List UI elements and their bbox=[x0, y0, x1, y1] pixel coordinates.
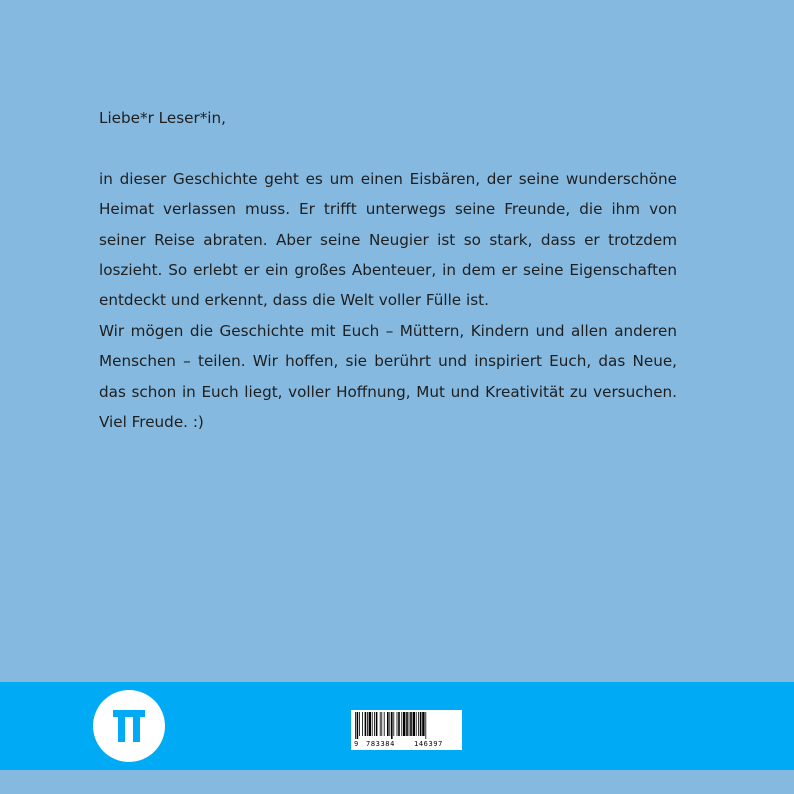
barcode-bar bbox=[403, 712, 405, 736]
barcode-bar bbox=[374, 712, 375, 736]
isbn-barcode-icon bbox=[351, 710, 462, 750]
greeting: Liebe*r Leser*in, bbox=[99, 109, 226, 127]
barcode-bar bbox=[391, 712, 393, 739]
barcode-lead-digit: 9 bbox=[354, 740, 359, 748]
barcode-bar bbox=[369, 712, 371, 736]
barcode-bar bbox=[380, 712, 381, 736]
barcode-bar bbox=[362, 712, 363, 736]
barcode-bar bbox=[393, 712, 394, 736]
barcode-bar bbox=[425, 712, 426, 739]
barcode-bar bbox=[416, 712, 417, 736]
barcode-bar bbox=[372, 712, 373, 736]
back-cover-text bbox=[99, 103, 677, 437]
paragraph-story: in dieser Geschichte geht es um einen Eisbären, der seine wunderschöne Heimat verlassen muss. Er trifft unterwegs seine Freunde, die ihm von seiner Reise abraten. Aber seine Neugier ist so stark, dass er trotzdem loszieht. So erlebt er ein großes Abenteuer, in dem er seine Eigenschaften entdeckt und erkennt, dass die Welt voller Fülle ist. bbox=[99, 169, 677, 310]
barcode-bar bbox=[422, 712, 424, 736]
barcode-bar bbox=[381, 712, 382, 736]
barcode-bar bbox=[418, 712, 419, 736]
barcode-bar bbox=[384, 712, 385, 736]
barcode-bar bbox=[357, 712, 359, 739]
barcode-bar bbox=[401, 712, 402, 736]
barcode-bar bbox=[389, 712, 390, 736]
barcode-bar bbox=[397, 712, 398, 736]
publisher-tt-logo-icon bbox=[93, 690, 165, 762]
barcode-group-1: 783384 bbox=[366, 740, 395, 748]
barcode-group-2: 146397 bbox=[414, 740, 443, 748]
barcode-bar bbox=[413, 712, 415, 736]
barcode-bar bbox=[409, 712, 410, 736]
barcode-bar bbox=[398, 712, 400, 736]
barcode-bar bbox=[376, 712, 378, 736]
barcode-bar bbox=[355, 712, 356, 739]
barcode-bar bbox=[367, 712, 368, 736]
paragraph-dedication: Wir mögen die Geschichte mit Euch – Müttern, Kindern und allen anderen Menschen – teilen. Wir hoffen, sie berührt und inspiriert Euch, das Neue, das schon in Euch liegt, voller Hoffnung, Mut und Kreativität zu versuchen. Viel Freude. :) bbox=[99, 321, 677, 432]
barcode-digits bbox=[354, 740, 460, 780]
barcode-bar bbox=[420, 712, 422, 736]
barcode-bar bbox=[365, 712, 367, 736]
barcode-bar bbox=[359, 712, 360, 736]
barcode-bar bbox=[387, 712, 389, 736]
barcode-bar bbox=[406, 712, 408, 736]
barcode-bar bbox=[410, 712, 412, 736]
